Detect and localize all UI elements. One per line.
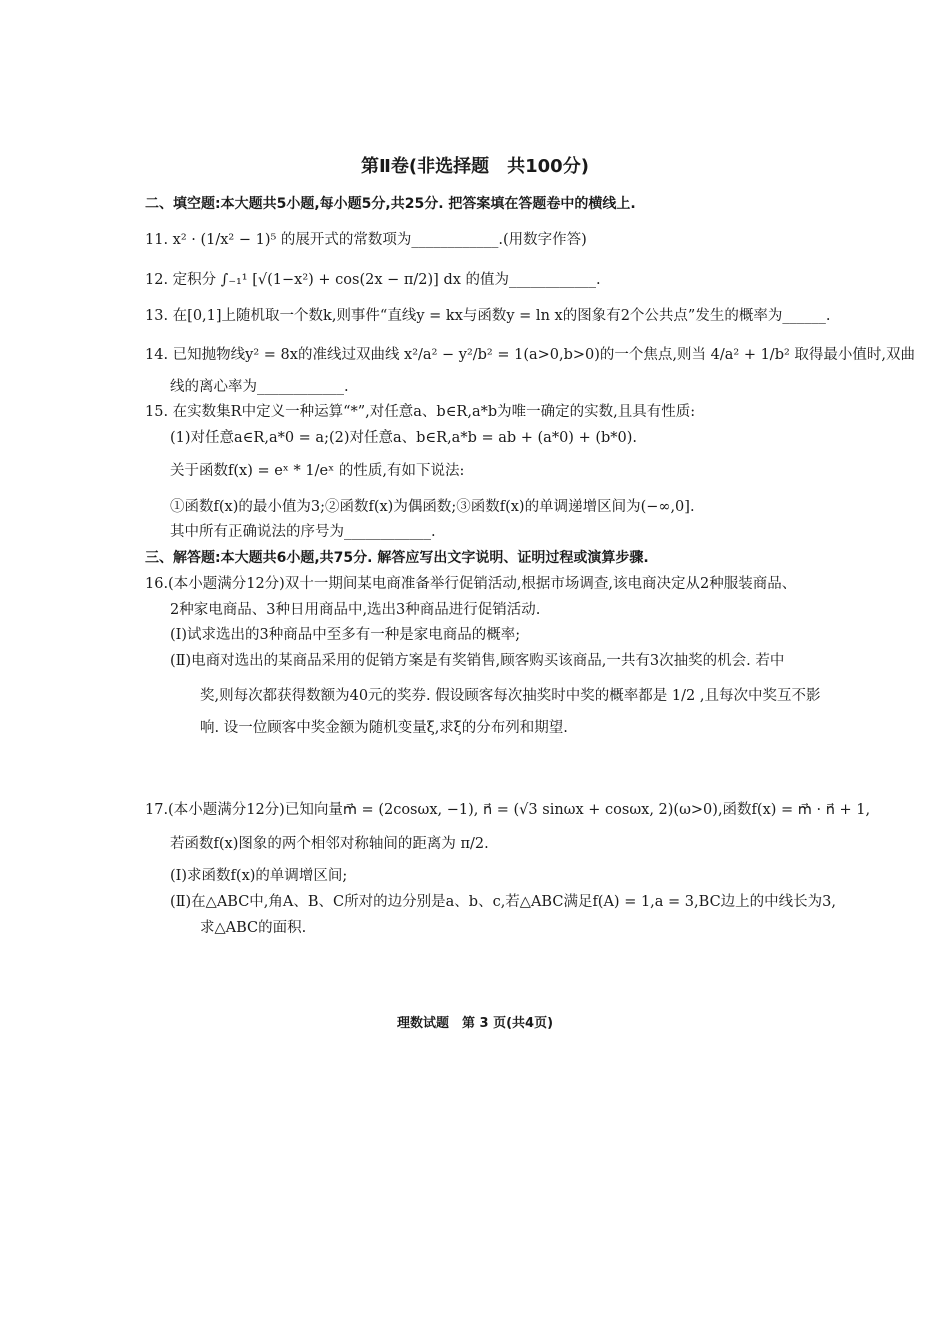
question-14-line-2: 线的离心率为____________. — [170, 379, 349, 395]
question-17-line-1: 17.(本小题满分12分)已知向量m⃗ = (2cosωx, −1), n⃗ = (√3 sinωx + cosωx, 2)(ω>0),函数f(x) = m⃗ · n⃗ + 1, — [145, 802, 871, 818]
question-14-line-1: 14. 已知抛物线y² = 8x的准线过双曲线 x²/a² − y²/b² = 1(a>0,b>0)的一个焦点,则当 4/a² + 1/b² 取得最小值时,双曲 — [145, 347, 916, 363]
section2-heading: 二、填空题:本大题共5小题,每小题5分,共25分. 把答案填在答题卷中的横线上. — [145, 196, 636, 212]
question-16-part-2-line-2: 奖,则每次都获得数额为40元的奖券. 假设顾客每次抽奖时中奖的概率都是 1/2 ,且每次中奖互不影 — [200, 688, 821, 704]
question-16-part-2-line-1: (Ⅱ)电商对选出的某商品采用的促销方案是有奖销售,顾客购买该商品,一共有3次抽奖的机会. 若中 — [170, 653, 785, 669]
question-15-line-1: 15. 在实数集R中定义一种运算“*”,对任意a、b∈R,a*b为唯一确定的实数,且具有性质: — [145, 404, 696, 420]
question-17-part-2-line-1: (Ⅱ)在△ABC中,角A、B、C所对的边分别是a、b、c,若△ABC满足f(A) = 1,a = 3,BC边上的中线长为3, — [170, 894, 836, 910]
question-16-line-2: 2种家电商品、3种日用商品中,选出3种商品进行促销活动. — [170, 602, 541, 618]
page-footer: 理数试题 第 3 页(共4页) — [396, 1016, 554, 1031]
question-11: 11. x² · (1/x² − 1)⁵ 的展开式的常数项为____________.(用数字作答) — [145, 232, 587, 248]
question-15-line-2: (1)对任意a∈R,a*0 = a;(2)对任意a、b∈R,a*b = ab + (a*0) + (b*0). — [170, 430, 638, 446]
question-17-line-2: 若函数f(x)图象的两个相邻对称轴间的距离为 π/2. — [170, 836, 489, 852]
question-15-line-5: 其中所有正确说法的序号为____________. — [170, 524, 436, 540]
section3-heading: 三、解答题:本大题共6小题,共75分. 解答应写出文字说明、证明过程或演算步骤. — [145, 550, 649, 566]
question-16-line-1: 16.(本小题满分12分)双十一期间某电商准备举行促销活动,根据市场调查,该电商决定从2种服装商品、 — [145, 576, 797, 592]
question-16-part-2-line-3: 响. 设一位顾客中奖金额为随机变量ξ,求ξ的分布列和期望. — [200, 720, 568, 736]
page-title: 第Ⅱ卷(非选择题 共100分) — [361, 156, 589, 177]
question-12: 12. 定积分 ∫₋₁¹ [√(1−x²) + cos(2x − π/2)] dx 的值为____________. — [145, 272, 601, 288]
question-15-line-4: ①函数f(x)的最小值为3;②函数f(x)为偶函数;③函数f(x)的单调递增区间为(−∞,0]. — [170, 499, 695, 515]
question-15-line-3: 关于函数f(x) = eˣ * 1/eˣ 的性质,有如下说法: — [170, 463, 465, 479]
question-16-part-1: (Ⅰ)试求选出的3种商品中至多有一种是家电商品的概率; — [170, 627, 521, 643]
question-13: 13. 在[0,1]上随机取一个数k,则事件“直线y = kx与函数y = ln x的图象有2个公共点”发生的概率为______. — [145, 308, 831, 324]
question-17-part-1: (Ⅰ)求函数f(x)的单调增区间; — [170, 868, 348, 884]
question-17-part-2-line-2: 求△ABC的面积. — [200, 920, 307, 936]
